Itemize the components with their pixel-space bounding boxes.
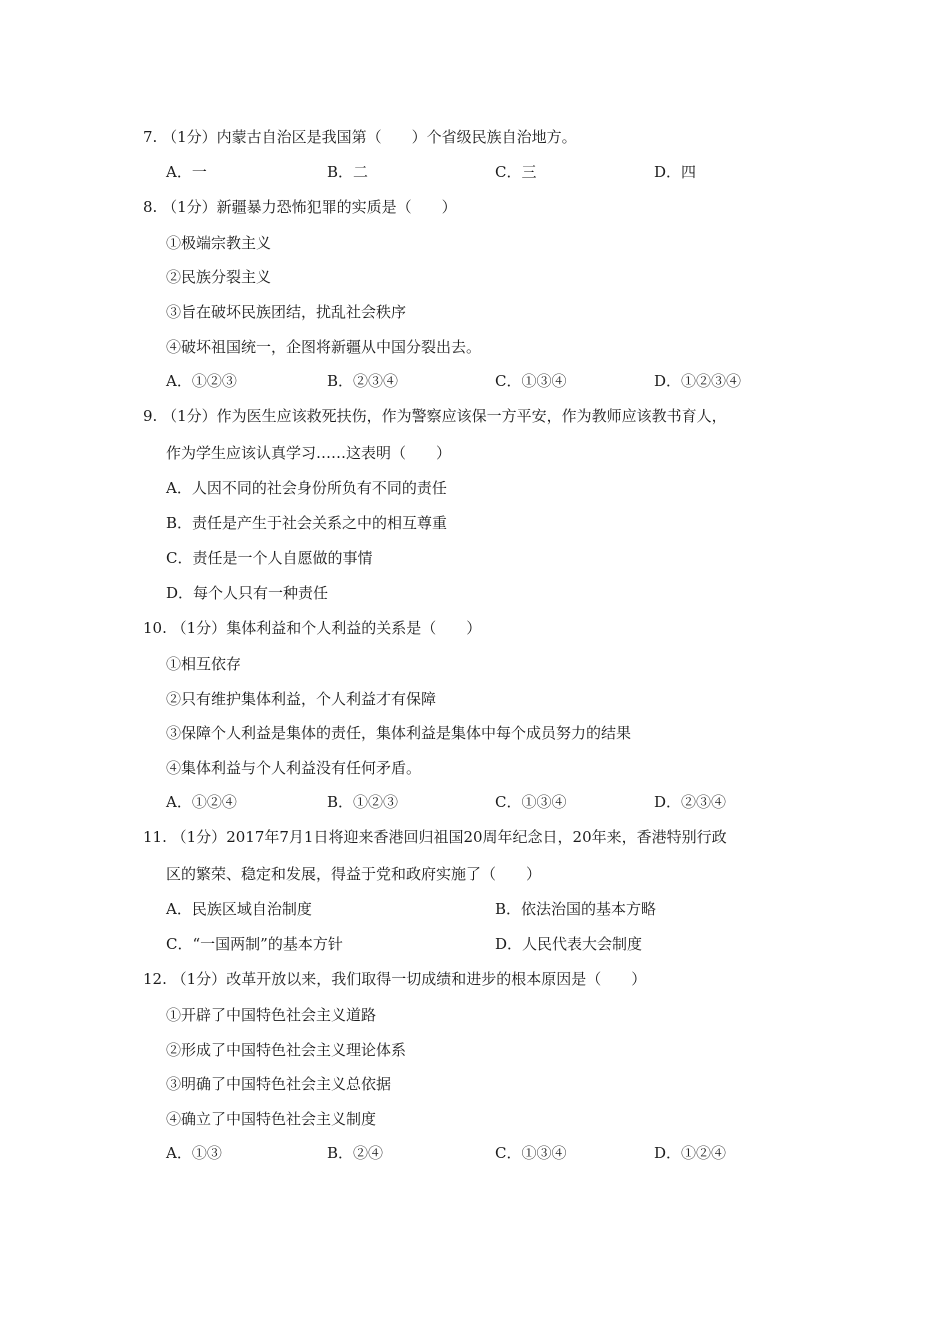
option-c: C．①③④ bbox=[495, 793, 567, 811]
option-a: A．民族区域自治制度 bbox=[166, 900, 312, 918]
question-score: （1分） bbox=[171, 970, 227, 988]
question-number: 10. bbox=[143, 619, 167, 637]
question-score: （1分） bbox=[162, 407, 217, 425]
question-stem: 新疆暴力恐怖犯罪的实质是（ ） bbox=[216, 198, 457, 216]
option-d: D．①②③④ bbox=[654, 372, 742, 390]
question-score: （1分） bbox=[171, 619, 227, 637]
question-8 bbox=[143, 197, 457, 217]
option-d: D．人民代表大会制度 bbox=[495, 935, 643, 953]
question-stem: 内蒙古自治区是我国第（ ）个省级民族自治地方。 bbox=[216, 128, 577, 146]
question-9 bbox=[143, 406, 727, 426]
option-d: D．①②④ bbox=[654, 1144, 727, 1162]
statement-item: ①相互依存 bbox=[166, 655, 242, 673]
option-d: D．四 bbox=[654, 163, 697, 181]
question-number: 11. bbox=[143, 828, 167, 846]
statement-item: ②只有维护集体利益，个人利益才有保障 bbox=[166, 690, 437, 708]
statement-item: ③保障个人利益是集体的责任，集体利益是集体中每个成员努力的结果 bbox=[166, 724, 632, 742]
question-stem: 作为医生应该救死扶伤，作为警察应该保一方平安，作为教师应该教书育人， bbox=[216, 407, 727, 425]
statement-item: ④破坏祖国统一，企图将新疆从中国分裂出去。 bbox=[166, 338, 482, 356]
option-b: B．责任是产生于社会关系之中的相互尊重 bbox=[166, 514, 448, 532]
question-number: 7. bbox=[143, 128, 158, 146]
option-a: A．人因不同的社会身份所负有不同的责任 bbox=[166, 479, 447, 497]
option-c: C．责任是一个人自愿做的事情 bbox=[166, 549, 373, 567]
option-a: A．①②③ bbox=[166, 372, 237, 390]
option-d: D．每个人只有一种责任 bbox=[166, 584, 329, 602]
option-a: A．①②④ bbox=[166, 793, 237, 811]
statement-item: ①极端宗教主义 bbox=[166, 234, 272, 252]
option-b: B．二 bbox=[327, 163, 369, 181]
option-d: D．②③④ bbox=[654, 793, 727, 811]
question-score: （1分） bbox=[171, 828, 227, 846]
option-a: A．①③ bbox=[166, 1144, 222, 1162]
question-number: 9. bbox=[143, 407, 158, 425]
statement-item: ②形成了中国特色社会主义理论体系 bbox=[166, 1041, 407, 1059]
question-number: 8. bbox=[143, 198, 158, 216]
option-b: B．①②③ bbox=[327, 793, 399, 811]
question-11 bbox=[143, 827, 727, 847]
statement-item: ④确立了中国特色社会主义制度 bbox=[166, 1110, 377, 1128]
question-score: （1分） bbox=[162, 198, 217, 216]
option-c: C．“一国两制”的基本方针 bbox=[166, 935, 343, 953]
question-score: （1分） bbox=[162, 128, 217, 146]
question-12 bbox=[143, 969, 646, 989]
statement-item: ①开辟了中国特色社会主义道路 bbox=[166, 1006, 377, 1024]
question-stem: 改革开放以来，我们取得一切成绩和进步的根本原因是（ ） bbox=[226, 970, 647, 988]
question-10 bbox=[143, 618, 481, 638]
option-c: C．①③④ bbox=[495, 1144, 567, 1162]
option-b: B．②④ bbox=[327, 1144, 384, 1162]
statement-item: ③旨在破坏民族团结，扰乱社会秩序 bbox=[166, 303, 407, 321]
question-number: 12. bbox=[143, 970, 167, 988]
question-stem: 2017年7月1日将迎来香港回归祖国20周年纪念日，20年来，香港特别行政 bbox=[226, 828, 727, 846]
question-stem: 集体利益和个人利益的关系是（ ） bbox=[226, 619, 482, 637]
statement-item: ③明确了中国特色社会主义总依据 bbox=[166, 1075, 392, 1093]
option-b: B．②③④ bbox=[327, 372, 399, 390]
statement-item: ④集体利益与个人利益没有任何矛盾。 bbox=[166, 759, 422, 777]
option-c: C．三 bbox=[495, 163, 537, 181]
option-c: C．①③④ bbox=[495, 372, 567, 390]
question-stem-continued: 区的繁荣、稳定和发展，得益于党和政府实施了（ ） bbox=[166, 865, 542, 883]
option-b: B．依法治国的基本方略 bbox=[495, 900, 657, 918]
question-7 bbox=[143, 127, 577, 147]
question-stem-continued: 作为学生应该认真学习……这表明（ ） bbox=[166, 444, 452, 462]
statement-item: ②民族分裂主义 bbox=[166, 268, 272, 286]
option-a: A．一 bbox=[166, 163, 207, 181]
